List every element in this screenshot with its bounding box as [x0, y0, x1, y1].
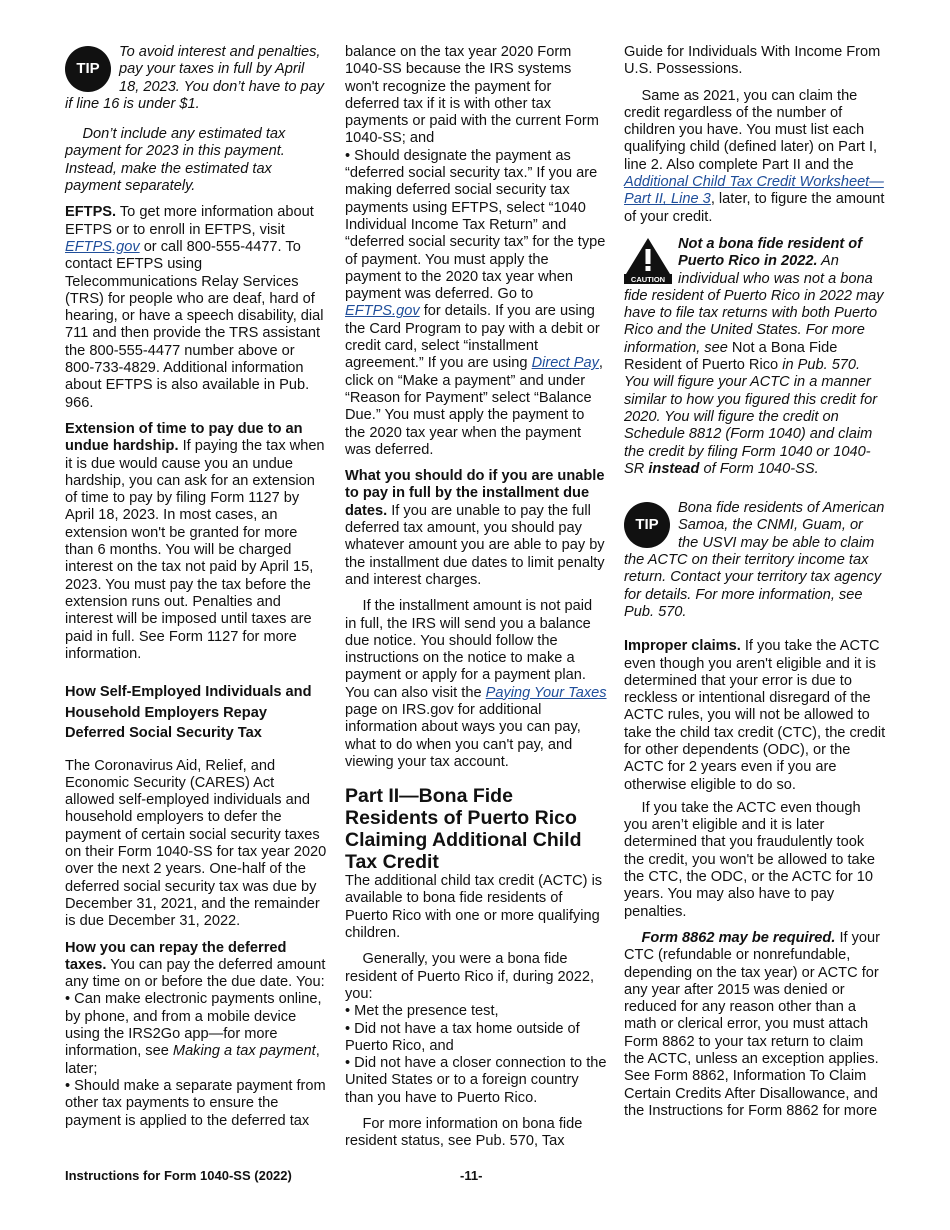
extension-paragraph: [65, 421, 327, 663]
tip-icon-2: TIP: [624, 502, 670, 548]
cares-paragraph: The Coronavirus Aid, Relief, and Economic Security (CARES) Act allowed self-employed individuals and household employers to defer the payment of certain social security taxes on their Form 1040-SS for tax year 2020 over the next 2 years. One-half of the deferred social security tax was due by December 31, 2021, and the remainder is due December 31, 2022.: [65, 757, 327, 930]
paying-your-taxes-link[interactable]: Paying Your Taxes: [485, 684, 607, 701]
tip-box-1: [65, 44, 327, 113]
bullet-designate-payment: • Should designate the payment as “deferred social security tax.” If you are making deferred social security tax payments using EFTPS, select “1040 Individual Income Tax Return” and “deferred social security tax” for the type of payment. You must apply the payment to the 2020 tax year when payment was deferred. Go to EFTPS.gov for details. If you are using the Card Program to pay with a debit or credit card, select “installment agreement.” If you are using Direct Pay, click on “Make a payment” and under “Reason for Payment” select “Balance Due.” You must apply the payment to the 2020 tax year when the payment was deferred.: [345, 147, 606, 458]
part-ii-heading: Part II—Bona Fide Residents of Puerto Rico Claiming Additional Child Tax Credit: [345, 785, 582, 874]
continued-paragraph: balance on the tax year 2020 Form 1040-SS because the IRS systems won't recognize the payment for deferred tax if it is with other tax payments or paid with the current Form 1040-SS; and: [345, 44, 599, 147]
extension-text: If paying the tax when it is due would cause you an undue hardship, you can ask for an extension of time to pay by filing Form 1127 by April 18, 2023. In most cases, an extension won't be granted for more than 6 months. You will be charged interest on the tax not paid by April 15, 2023. You must pay the tax before the extension runs out. Penalties and interest will be imposed until taxes are paid in full. See Form 1127 for more information.: [65, 438, 325, 662]
same-as-2021-paragraph: Same as 2021, you can claim the credit regardless of the number of children you have. You must list each qualifying child (defined later) on Part I, line 2. Also complete Part II and the Additional Child Tax Credit Worksheet—Part II, Line 3, later, to figure the amount of your credit.: [624, 87, 885, 225]
actc-worksheet-link[interactable]: Additional Child Tax Credit Worksheet—Part II, Line 3: [624, 174, 884, 208]
tip-box-2: [624, 500, 886, 621]
eftps-link[interactable]: EFTPS.gov: [65, 238, 140, 255]
footer-form-title: Instructions for Form 1040-SS (2022): [65, 1168, 292, 1183]
column-3: [624, 44, 886, 1120]
caution-label: CAUTION: [630, 274, 666, 284]
eftps-text-a: To get more information about EFTPS or to enroll in EFTPS, visit: [65, 204, 314, 238]
generally-paragraph: Generally, you were a bona fide resident of Puerto Rico if, during 2022, you:: [345, 951, 595, 1002]
how-repay-heading: How you can repay the deferred taxes.: [65, 939, 287, 973]
bullet-presence-test: • Met the presence test,: [345, 1003, 499, 1020]
caution-icon: [624, 236, 672, 284]
caution-box: [624, 236, 886, 478]
column-1: [65, 44, 327, 1130]
eftps-link-2[interactable]: EFTPS.gov: [345, 303, 420, 320]
unable-to-pay-text: If you are unable to pay the full deferred tax amount, you should pay whatever amount you are able to pay by the installment due dates to limit penalty and interest charges.: [345, 502, 605, 588]
installment-not-paid-paragraph: If the installment amount is not paid in full, the IRS will send you a balance due notice. You should follow the instructions on the notice to make a payment or apply for a payment plan. You can also visit the Paying Your Taxes page on IRS.gov for additional information about ways you can pay, what to do when you can't pay, and viewing your tax account.: [345, 598, 607, 770]
more-info-paragraph: For more information on bona fide resident status, see Pub. 570, Tax: [345, 1116, 583, 1150]
direct-pay-link[interactable]: Direct Pay: [531, 355, 599, 372]
eftps-heading: EFTPS.: [65, 204, 117, 221]
bullet-separate-payment: • Should make a separate payment from other tax payments to ensure the payment is applied to the deferred tax: [65, 1077, 326, 1129]
bullet-closer-connection: • Did not have a closer connection to the United States or to a foreign country than you have to Puerto Rico.: [345, 1055, 607, 1106]
how-repay-text: You can pay the deferred amount any time on or before the due date. You:: [65, 956, 326, 991]
eftps-text-b: or call 800-555-4477. To contact EFTPS using Telecommunications Relay Services (TRS) for people who are deaf, hard of hearing, or have a speech disability, dial 711 and then provide the TRS assistant the 800-555-4477 number above or 800-733-4829. Additional information about EFTPS is also available in Pub. 966.: [65, 238, 324, 411]
repay-section-heading: How Self-Employed Individuals and Household Employers Repay Deferred Social Security Tax: [65, 684, 312, 742]
bullet-tax-home: • Did not have a tax home outside of Puerto Rico, and: [345, 1020, 580, 1054]
unable-to-pay-heading: What you should do if you are unable to pay in full by the installment due dates.: [345, 468, 605, 519]
eftps-paragraph: [65, 204, 327, 412]
caution-text: Not a bona fide resident of Puerto Rico in 2022. An individual who was not a bona fide resident of Puerto Rico in 2022 may have to file tax returns with both Puerto Rico and the United States. For more information, see Not a Bona Fide Resident of Puerto Rico in Pub. 570. You will figure your ACTC in a manner similar to how you figured this credit for 2020. You will figure the credit on Schedule 8812 (Form 1040) and claim the credit by filing Form 1040 or 1040-SR instead of Form 1040-SS.: [624, 235, 884, 477]
tip-text-2: Bona fide residents of American Samoa, the CNMI, Guam, or the USVI may be able to claim the ACTC on their territory income tax return. Contact your territory tax agency for details. For more information, see Pub. 570.: [624, 500, 885, 620]
tip-icon: TIP: [65, 46, 111, 92]
fraud-paragraph: If you take the ACTC even though you aren’t eligible and it is later determined that you fraudulently took the credit, you won't be allowed to take the CTC, the ODC, or the ACTC for 10 years. You may also have to pay penalties.: [624, 799, 876, 920]
unable-to-pay-paragraph: [345, 468, 607, 589]
form-8862-paragraph: Form 8862 may be required. If your CTC (refundable or nonrefundable, depending on the tax year) or ACTC for any year after 2015 was denied or reduced for any reason other than a math or clerical error, you must attach Form 8862 to your tax return to claim the ACTC, unless an exception applies. See Form 8862, Information To Claim Certain Credits After Disallowance, and the Instructions for Form 8862 for more: [624, 929, 880, 1119]
column-2: [345, 44, 607, 1151]
how-repay-paragraph: [65, 940, 327, 992]
actc-paragraph: The additional child tax credit (ACTC) is available to bona fide residents of Puerto Rico with one or more qualifying children.: [345, 873, 603, 942]
page-number: -11-: [460, 1168, 483, 1183]
tip-text: To avoid interest and penalties, pay your taxes in full by April 18, 2023. You don’t have to pay if line 16 is under $1.: [65, 44, 325, 112]
continued-paragraph-3: Guide for Individuals With Income From U.S. Possessions.: [624, 44, 881, 78]
improper-claims-paragraph: Improper claims. If you take the ACTC even though you aren't eligible and it is determined that your error is due to reckless or intentional disregard of the ACTC rules, you will not be allowed to take the child tax credit (CTC), the credit for other dependents (ODC), or the ACTC for 2 years even if you are otherwise eligible to do so.: [624, 638, 886, 793]
extension-heading: Extension of time to pay due to an undue hardship.: [65, 420, 303, 455]
bullet-electronic-payments: • Can make electronic payments online, by phone, and from a mobile device using the IRS2Go app—for more information, see Making a tax payment, later;: [65, 991, 322, 1077]
estimated-tax-note: Don’t include any estimated tax payment for 2023 in this payment. Instead, make the estimated tax payment separately.: [65, 126, 286, 195]
